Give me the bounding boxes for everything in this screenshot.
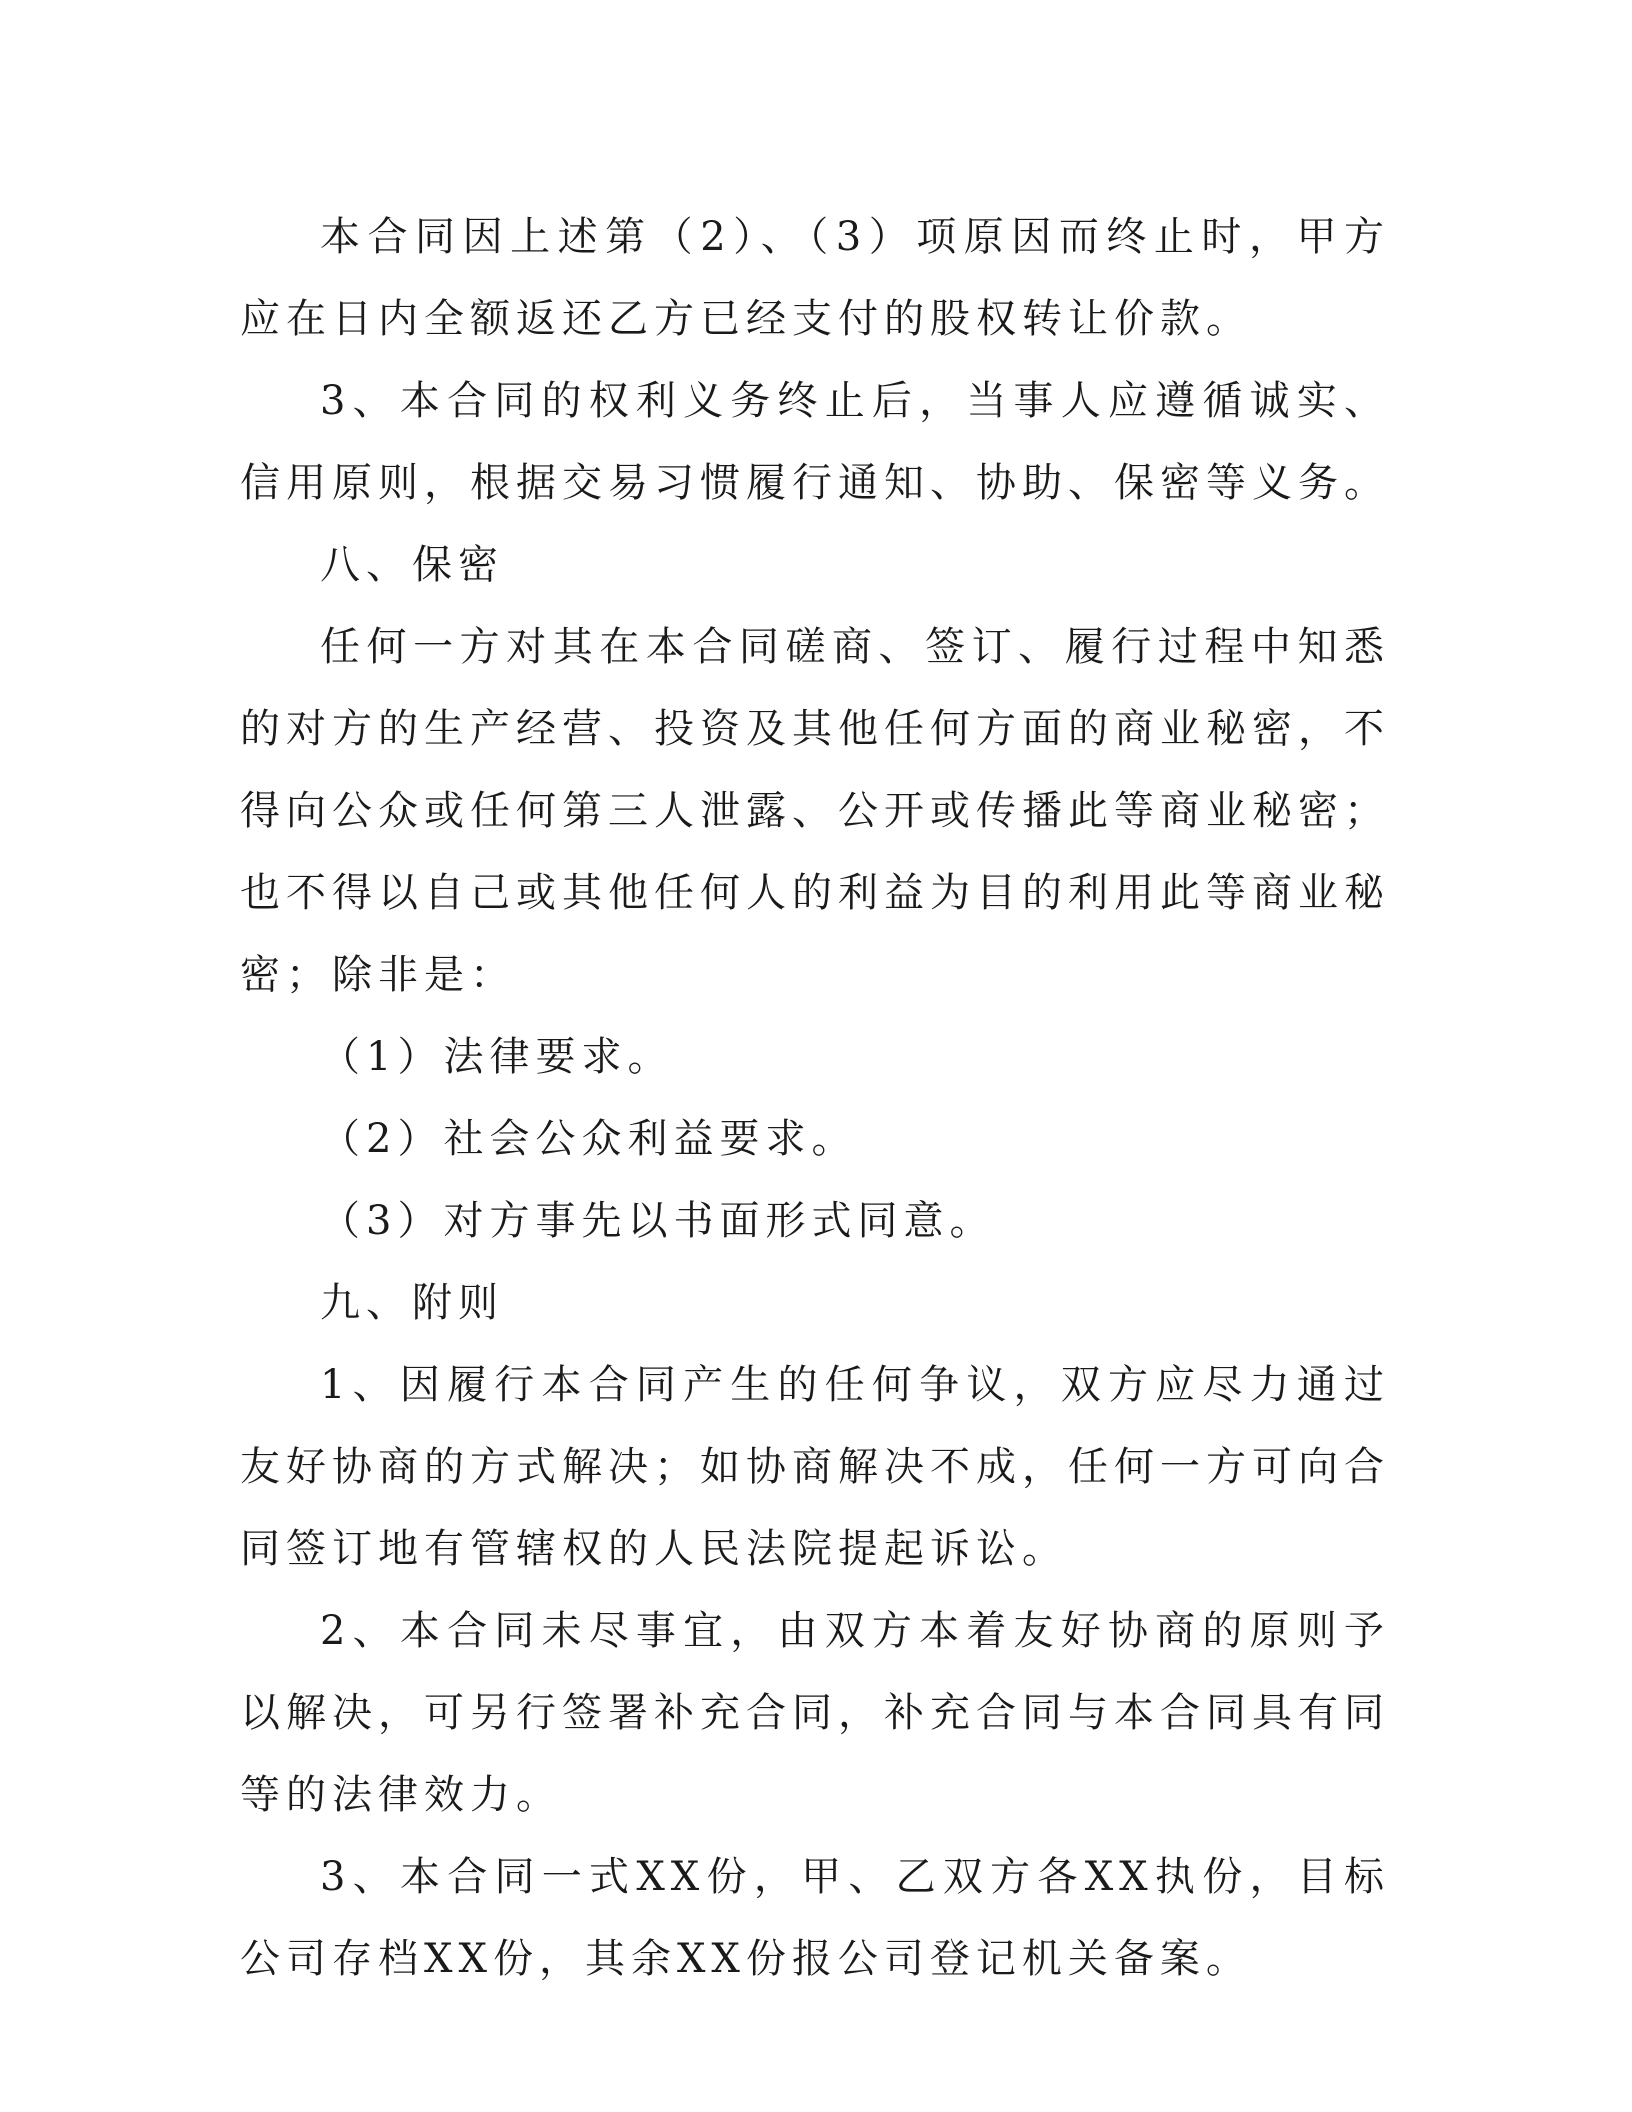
paragraph-dispute-resolution: 1、因履行本合同产生的任何争议，双方应尽力通过友好协商的方式解决；如协商解决不成，任何一方可向合同签订地有管辖权的人民法院提起诉讼。 [240,1362,1390,1572]
list-item-written-consent: （3）对方事先以书面形式同意。 [320,1198,996,1244]
paragraph-termination-refund: 本合同因上述第（2）、（3）项原因而终止时，甲方应在日内全额返还乙方已经支付的股权转让价款。 [240,214,1390,342]
paragraph-supplementary-contract: 2、本合同未尽事宜，由双方本着友好协商的原则予以解决，可另行签署补充合同，补充合同与本合同具有同等的法律效力。 [240,1608,1390,1818]
paragraph-confidentiality: 任何一方对其在本合同磋商、签订、履行过程中知悉的对方的生产经营、投资及其他任何方面的商业秘密，不得向公众或任何第三人泄露、公开或传播此等商业秘密；也不得以自己或其他任何人的利益为目的利用此等商业秘密；除非是： [240,624,1390,998]
document-body [240,196,1390,2000]
paragraph-copies: 3、本合同一式XX份，甲、乙双方各XX执份，目标公司存档XX份，其余XX份报公司登记机关备案。 [240,1854,1390,1982]
section-heading-supplementary: 九、附则 [320,1280,504,1326]
list-item-legal-requirement: （1）法律要求。 [320,1034,674,1080]
list-item-public-interest: （2）社会公众利益要求。 [320,1116,858,1162]
section-heading-confidentiality: 八、保密 [320,542,504,588]
paragraph-post-termination-duties: 3、本合同的权利义务终止后，当事人应遵循诚实、信用原则，根据交易习惯履行通知、协助、保密等义务。 [240,378,1390,506]
